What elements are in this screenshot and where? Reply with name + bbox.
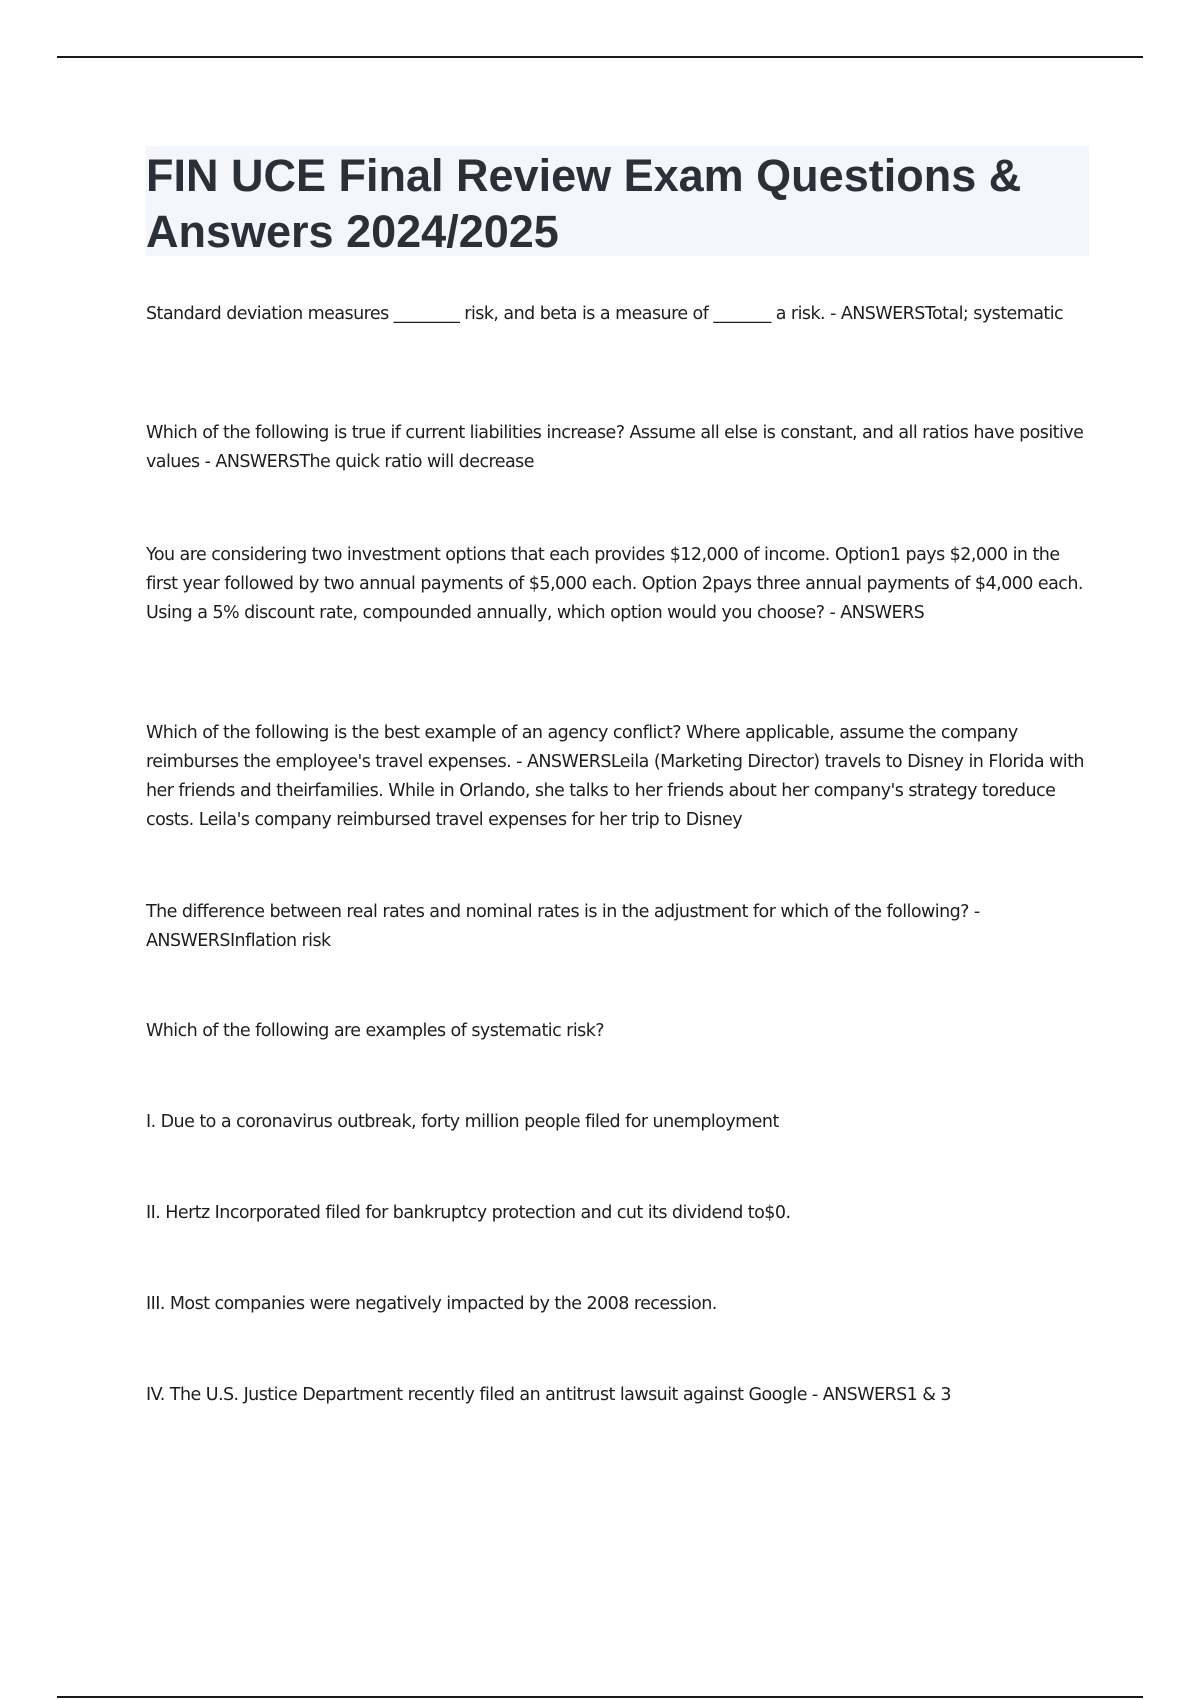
top-rule [57, 56, 1143, 58]
option-iii: III. Most companies were negatively impacted by the 2008 recession. [146, 1294, 717, 1314]
question-5: The difference between real rates and nominal rates is in the adjustment for which of the following? - ANSWERSInflation risk [146, 902, 980, 951]
option-i: I. Due to a coronavirus outbreak, forty million people filed for unemployment [146, 1112, 779, 1132]
question-2: Which of the following is true if current liabilities increase? Assume all else is constant, and all ratios have positive values - ANSWERSThe quick ratio will decrease [146, 423, 1084, 472]
question-4: Which of the following is the best example of an agency conflict? Where applicable, assume the company reimburses the employee's travel expenses. - ANSWERSLeila (Marketing Director) travels to Disney in Florida with her friends and theirfamilies. While in Orlando, she talks to her friends about her company's strategy toreduce costs. Leila's company reimbursed travel expenses for her trip to Disney [146, 723, 1084, 830]
option-iv: IV. The U.S. Justice Department recently filed an antitrust lawsuit against Google - ANSWERS1 & 3 [146, 1385, 951, 1405]
question-6: Which of the following are examples of systematic risk? [146, 1021, 605, 1041]
question-1: Standard deviation measures ________ risk, and beta is a measure of _______ a risk. - ANSWERSTotal; systematic [146, 304, 1064, 324]
title-block [146, 146, 1089, 256]
bottom-rule [57, 1696, 1143, 1698]
question-3: You are considering two investment options that each provides $12,000 of income. Option1 pays $2,000 in the first year followed by two annual payments of $5,000 each. Option 2pays three annual payments of $4,000 each. Using a 5% discount rate, compounded annually, which option would you choose? - ANSWERS [146, 545, 1083, 623]
document-title: FIN UCE Final Review Exam Questions & Answers 2024/2025 [146, 150, 1022, 257]
option-ii: II. Hertz Incorporated filed for bankruptcy protection and cut its dividend to$0. [146, 1203, 791, 1223]
